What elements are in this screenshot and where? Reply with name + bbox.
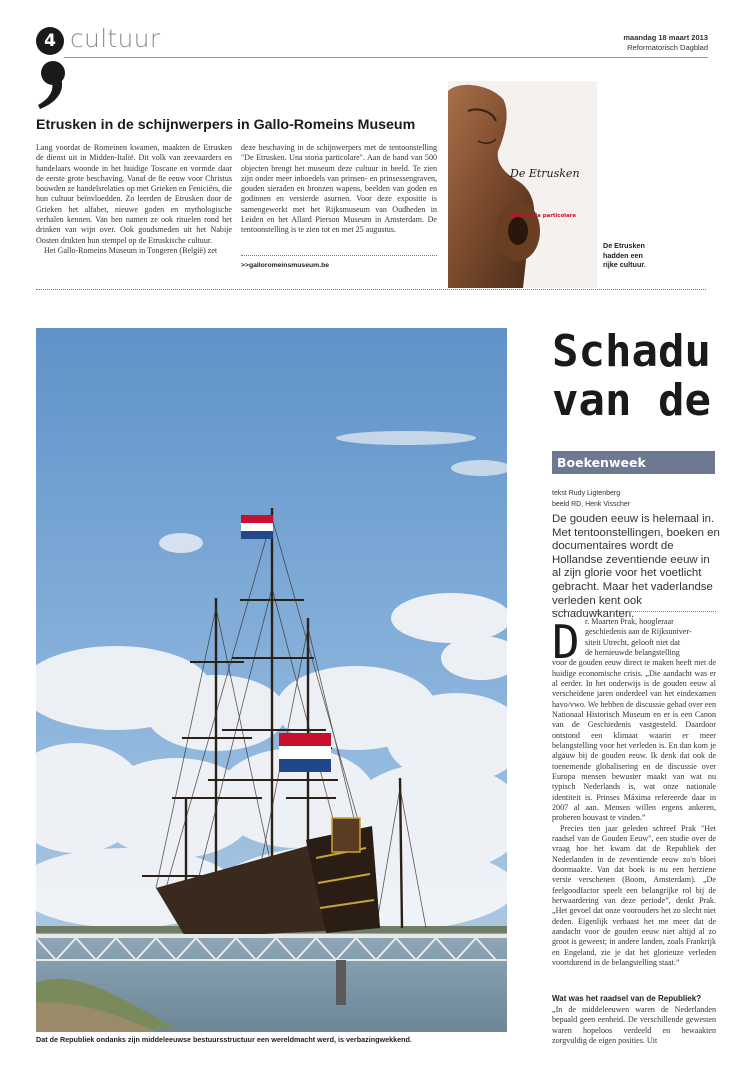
article-body	[552, 617, 716, 968]
byline-photo: beeld RD, Henk Visscher	[552, 500, 631, 508]
link-divider	[241, 255, 437, 256]
byline	[552, 489, 630, 510]
etrusken-paragraph-2: Het Gallo-Romeins Museum in Tongeren (België) zet	[44, 245, 218, 255]
body-line-1: r. Maarten Prak, hoogleraar	[585, 617, 674, 626]
poster-caption-line-1: De Etrusken	[603, 241, 645, 250]
poster-caption	[603, 241, 646, 270]
museum-link[interactable]: >>galloromeinsmuseum.be	[241, 262, 330, 269]
body-paragraph-2: Precies tien jaar geleden schreef Prak "Het raadsel van de Gouden Eeuw", een studie over de vraag hoe het kwam dat de Republiek der Nederlanden in de zeventiende eeuw zo'n bloei doormaakte. Van dat boek is nu een herziene versie verschenen (Boom, Amsterdam). „De feelgoodfactor speelt een belangrijke rol bij de herwaardering van deze periode”, denkt Prak. „Het gevoel dat onze voorouders het zo slecht niet deden. Eigenlijk verbaast het me meer dat de aandacht voor de gouden eeuw niet altijd al zo groot is geweest; in andere landen, zoals Frankrijk en Engeland, zie je dat het glorieuze verleden voortdurend in de belangstelling staat.”	[552, 823, 716, 967]
page-number-badge: 4	[36, 27, 64, 55]
poster-subtitle-text: una storia particolare	[510, 213, 576, 219]
etrusken-headline: Etrusken in de schijnwerpers in Gallo-Romeins Museum	[36, 117, 416, 133]
intro-divider	[552, 611, 716, 612]
poster-title-text: De Etrusken	[510, 167, 580, 180]
masthead-date	[623, 33, 708, 53]
byline-text: tekst Rudy Ligtenberg	[552, 490, 621, 497]
section-divider	[36, 289, 706, 290]
section-title: cultuur	[70, 24, 161, 53]
quote-comma-icon	[32, 58, 70, 110]
etrusken-paragraph-3: deze beschaving in de schijnwerpers met de tentoonstelling "De Etrusken. Una storia particolare". Aan de hand van 500 objecten brengt het museum deze cultuur in beeld. Te zien zijn onder meer inboedels van prinsen- en prinsessengraven, gouden sieraden en bronzen wapens, beelden van goden en godinnen en versierde asurnen. Voor deze expositie is samengewerkt met het Rijksmuseum van Oudheden in Leiden en het Allard Pierson Museum in Amsterdam. De tentoonstelling is te zien tot en met 25 augustus.	[241, 143, 437, 235]
poster-caption-line-3: rijke cultuur.	[603, 260, 646, 270]
body-line-2: geschiedenis aan de Rijksuniver-	[585, 627, 692, 637]
etrusken-paragraph-1: Lang voordat de Romeinen kwamen, maakten de Etrusken de dienst uit in Midden-Italië. Dit volk van zeevaarders en handelaars woonde in het huidige Toscane en vormde daar de eerste grote beschaving. Vanaf de 8e eeuw voor Christus bouwden ze handelsrelaties op met Grieken en Feniciërs, die hun cultuur beïnvloedden. Zo leerden de Etrusken door de Grieken het alfabet, nieuwe goden en mythologische verhalen kennen. Van hen namen ze ook rituelen rond het drinken van wijn over. Ook goudsmeden uit het Nabije Oosten drukten hun stempel op de Etruskische cultuur.	[36, 143, 232, 245]
headline-line-1: Schadu	[552, 326, 711, 377]
poster-caption-line-2: hadden een	[603, 250, 643, 260]
drop-cap: D	[552, 615, 580, 669]
article-subhead: Wat was het raadsel van de Republiek?	[552, 994, 702, 1003]
photo-caption: Dat de Republiek ondanks zijn middeleeuwse bestuursstructuur een wereldmacht werd, is verbazingwekkend.	[36, 1035, 412, 1044]
flag-stern	[279, 733, 331, 772]
etrusken-column-1	[36, 143, 232, 256]
article-intro: De gouden eeuw is helemaal in. Met tentoonstellingen, boeken en documentaires wordt de Hollandse zeventiende eeuw in al zijn glorie voor het voetlicht gebracht. Maar het vaderlandse verleden kent ook schaduwkanten.	[552, 513, 720, 621]
body-line-3: siteit Utrecht, gelooft niet dat	[585, 637, 681, 647]
etrusken-poster-image	[448, 81, 597, 288]
article-body-continued	[552, 1005, 716, 1046]
statue-illustration	[448, 81, 597, 288]
header-rule	[64, 57, 708, 58]
section-tag-banner: Boekenweek	[552, 451, 715, 474]
body-line-4: de hernieuwde belangstelling	[585, 647, 680, 657]
flag-top	[241, 515, 273, 539]
ship-photo	[36, 328, 507, 1032]
body-paragraph-1: voor de gouden eeuw direct te maken heeft met de huidige economische crisis. „Die aandacht was er al eerder. In het onderwijs is de gouden eeuw al verscheidene jaren onderdeel van het eindexamen havo/vwo. We hebben de discussie gehad over een Nationaal Historisch Museum en er is een Canon van de Geschiedenis vastgesteld. Daardoor ontstond een klimaat waarin er meer belangstelling voor het verleden is. En dan kom je algauw bij de gouden eeuw. Ik denk dat ook de toenemende globalisering en de discussie over Europa mensen bewuster maakt van wat nu typisch Nederlands is, wat onze nationale identiteit is. Prinses Máxima refereerde daar in 2007 al aan. Mensen willen ergens ankeren, proberen houvast te vinden.”	[552, 658, 716, 823]
etrusken-column-2	[241, 143, 437, 236]
body-paragraph-3: „In de middeleeuwen waren de Nederlanden bepaald geen eenheid. De verschillende gewesten waren hopeloos verdeeld en bewaakten zorgvuldig de eigen posities. Uit	[552, 1005, 716, 1045]
date-text: maandag 18 maart 2013	[623, 33, 708, 42]
headline-line-2: van de	[552, 375, 711, 426]
publication-name: Reformatorisch Dagblad	[627, 43, 708, 52]
ship-illustration	[36, 328, 507, 1032]
